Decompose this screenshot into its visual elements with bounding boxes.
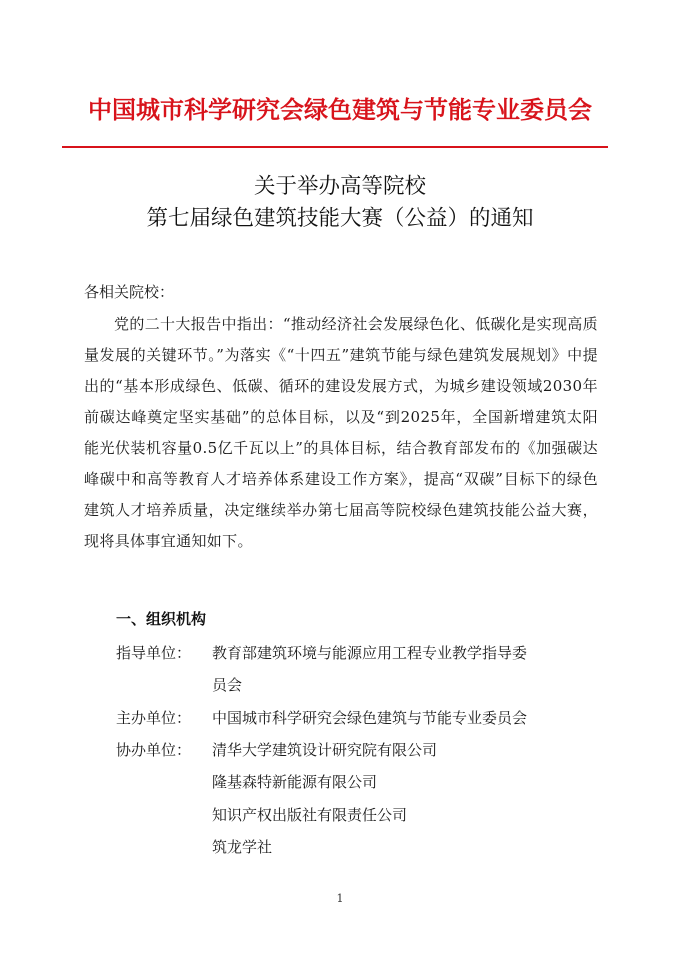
host-unit-row xyxy=(116,703,527,734)
guide-unit-row xyxy=(116,638,527,669)
host-unit-label: 主办单位： xyxy=(116,709,192,727)
header-red-rule xyxy=(62,146,608,148)
guide-unit-value: 教育部建筑环境与能源应用工程专业教学指导委 xyxy=(212,644,528,662)
notice-title-line2: 第七届绿色建筑技能大赛（公益）的通知 xyxy=(146,206,534,231)
salutation: 各相关院校： xyxy=(84,283,175,301)
co-unit-item: 隆基森特新能源有限公司 xyxy=(212,773,378,791)
section-heading-organization: 一、组织机构 xyxy=(116,610,207,628)
body-paragraph: 党的二十大报告中指出：“推动经济社会发展绿色化、低碳化是实现高质量发展的关键环节。”为落实《“十四五”建筑节能与绿色建筑发展规划》中提出的“基本形成绿色、低碳、循环的建设发展方式，为城乡建设领域2030年前碳达峰奠定坚实基础”的总体目标，以及“到2025年，全国新增建筑太阳能光伏装机容量0.5亿千瓦以上”的具体目标，结合教育部发布的《加强碳达峰碳中和高等教育人才培养体系建设工作方案》，提高“双碳”目标下的绿色建筑人才培养质量，决定继续举办第七届高等院校绿色建筑技能公益大赛，现将具体事宜通知如下。 xyxy=(84,315,598,550)
co-unit-row xyxy=(116,735,437,766)
co-unit-item: 清华大学建筑设计研究院有限公司 xyxy=(212,741,438,759)
org-header: 中国城市科学研究会绿色建筑与节能专业委员会 xyxy=(88,95,592,124)
notice-title-line1: 关于举办高等院校 xyxy=(253,174,426,199)
co-unit-item: 知识产权出版社有限责任公司 xyxy=(212,806,408,824)
guide-unit-value-continued: 员会 xyxy=(212,676,243,694)
host-unit-value: 中国城市科学研究会绿色建筑与节能专业委员会 xyxy=(212,709,528,727)
co-unit-item: 筑龙学社 xyxy=(212,838,273,856)
co-unit-label: 协办单位： xyxy=(116,741,192,759)
page-number: 1 xyxy=(336,892,344,905)
guide-unit-label: 指导单位： xyxy=(116,644,192,662)
